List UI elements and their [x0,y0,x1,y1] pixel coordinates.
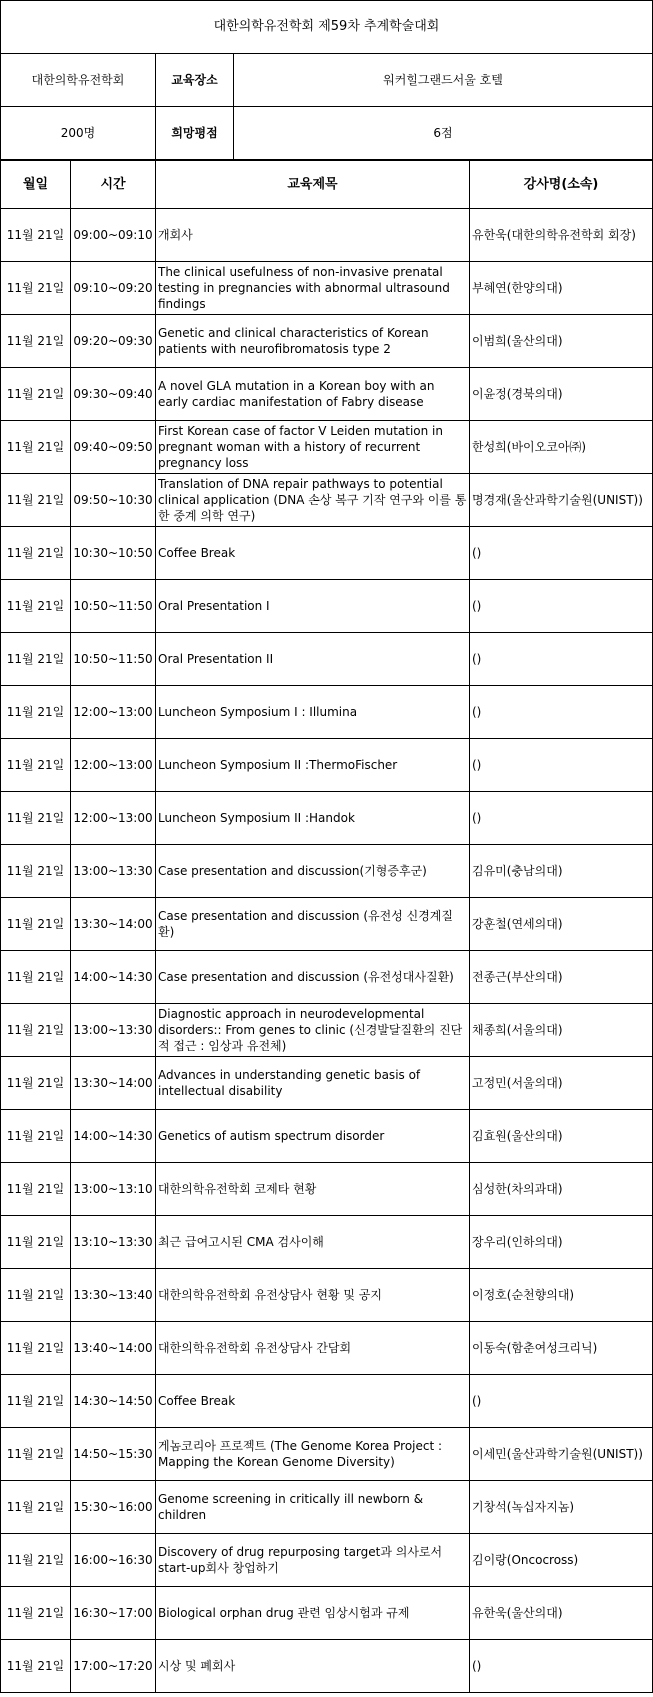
time-cell: 16:00~16:30 [71,1534,156,1587]
date-cell: 11월 21일 [1,1004,71,1057]
speaker-cell: 장우리(인하의대) [470,1216,653,1269]
subject-cell: Coffee Break [156,1375,470,1428]
subject-cell: 개회사 [156,209,470,262]
time-cell: 09:20~09:30 [71,315,156,368]
table-row [1,1375,653,1428]
date-cell: 11월 21일 [1,315,71,368]
speaker-cell: 이윤정(경북의대) [470,368,653,421]
speaker-cell: () [470,527,653,580]
time-cell: 13:00~13:30 [71,845,156,898]
table-row [1,315,653,368]
table-row [1,1587,653,1640]
table-row [1,1481,653,1534]
subject-cell: First Korean case of factor V Leiden mutation in pregnant woman with a history of recurrent pregnancy loss [156,421,470,474]
time-cell: 12:00~13:00 [71,739,156,792]
table-row [1,262,653,315]
subject-cell: Case presentation and discussion(기형증후군) [156,845,470,898]
table-row [1,845,653,898]
time-cell: 13:00~13:30 [71,1004,156,1057]
subject-cell: 최근 급여고시된 CMA 검사이해 [156,1216,470,1269]
date-cell: 11월 21일 [1,1163,71,1216]
date-cell: 11월 21일 [1,209,71,262]
date-cell: 11월 21일 [1,845,71,898]
date-cell: 11월 21일 [1,739,71,792]
date-cell: 11월 21일 [1,1322,71,1375]
subject-cell: Case presentation and discussion (유전성 신경계질환) [156,898,470,951]
column-header-date: 월일 [1,161,71,209]
speaker-cell: 김효원(울산의대) [470,1110,653,1163]
rating-label: 희망평점 [156,107,234,160]
time-cell: 09:00~09:10 [71,209,156,262]
subject-cell: Oral Presentation I [156,580,470,633]
table-row [1,1322,653,1375]
subject-cell: Translation of DNA repair pathways to potential clinical application (DNA 손상 복구 기작 연구와 이를 통한 중계 의학 연구) [156,474,470,527]
subject-cell: Case presentation and discussion (유전성대사질환) [156,951,470,1004]
time-cell: 14:30~14:50 [71,1375,156,1428]
table-row [1,898,653,951]
table-row [1,1534,653,1587]
time-cell: 10:30~10:50 [71,527,156,580]
speaker-cell: 채종희(서울의대) [470,1004,653,1057]
date-cell: 11월 21일 [1,633,71,686]
capacity-row [1,107,653,160]
date-cell: 11월 21일 [1,1110,71,1163]
speaker-cell: 고정민(서울의대) [470,1057,653,1110]
subject-cell: Diagnostic approach in neurodevelopmental disorders:: From genes to clinic (신경발달질환의 진단적 접근 : 임상과 유전체) [156,1004,470,1057]
speaker-cell: 김유미(충남의대) [470,845,653,898]
table-row [1,792,653,845]
schedule-table [0,160,653,1693]
table-row [1,739,653,792]
date-cell: 11월 21일 [1,368,71,421]
column-header-row [1,161,653,209]
subject-cell: Oral Presentation II [156,633,470,686]
time-cell: 14:50~15:30 [71,1428,156,1481]
event-title: 대한의학유전학회 제59차 추계학술대회 [1,1,653,54]
subject-cell: Advances in understanding genetic basis of intellectual disability [156,1057,470,1110]
time-cell: 09:40~09:50 [71,421,156,474]
subject-cell: Luncheon Symposium I : Illumina [156,686,470,739]
column-header-subject: 교육제목 [156,161,470,209]
capacity: 200명 [1,107,156,160]
subject-cell: The clinical usefulness of non-invasive prenatal testing in pregnancies with abnormal ultrasound findings [156,262,470,315]
speaker-cell: () [470,1640,653,1693]
time-cell: 09:10~09:20 [71,262,156,315]
table-row [1,1110,653,1163]
speaker-cell: () [470,792,653,845]
table-row [1,421,653,474]
time-cell: 13:30~14:00 [71,1057,156,1110]
speaker-cell: 이범희(울산의대) [470,315,653,368]
organizer: 대한의학유전학회 [1,54,156,107]
subject-cell: Genome screening in critically ill newborn & children [156,1481,470,1534]
subject-cell: 시상 및 폐회사 [156,1640,470,1693]
subject-cell: 대한의학유전학회 코제타 현황 [156,1163,470,1216]
date-cell: 11월 21일 [1,1534,71,1587]
time-cell: 09:50~10:30 [71,474,156,527]
time-cell: 14:00~14:30 [71,951,156,1004]
time-cell: 13:40~14:00 [71,1322,156,1375]
time-cell: 13:30~14:00 [71,898,156,951]
date-cell: 11월 21일 [1,1428,71,1481]
venue: 워커힐그랜드서울 호텔 [234,54,653,107]
date-cell: 11월 21일 [1,1216,71,1269]
speaker-cell: () [470,633,653,686]
schedule-body [1,209,653,1693]
speaker-cell: 강훈철(연세의대) [470,898,653,951]
column-header-speaker: 강사명(소속) [470,161,653,209]
speaker-cell: 김이랑(Oncocross) [470,1534,653,1587]
event-title-row [1,1,653,54]
time-cell: 10:50~11:50 [71,580,156,633]
time-cell: 13:00~13:10 [71,1163,156,1216]
table-row [1,527,653,580]
time-cell: 17:00~17:20 [71,1640,156,1693]
time-cell: 09:30~09:40 [71,368,156,421]
date-cell: 11월 21일 [1,1269,71,1322]
table-row [1,368,653,421]
subject-cell: 게놈코리아 프로젝트 (The Genome Korea Project : Mapping the Korean Genome Diversity) [156,1428,470,1481]
date-cell: 11월 21일 [1,580,71,633]
speaker-cell: 한성희(바이오코아㈜) [470,421,653,474]
speaker-cell: () [470,1375,653,1428]
table-row [1,1004,653,1057]
date-cell: 11월 21일 [1,1587,71,1640]
date-cell: 11월 21일 [1,1057,71,1110]
table-row [1,686,653,739]
speaker-cell: 이동숙(함춘여성크리닉) [470,1322,653,1375]
date-cell: 11월 21일 [1,898,71,951]
date-cell: 11월 21일 [1,686,71,739]
venue-row [1,54,653,107]
rating: 6점 [234,107,653,160]
date-cell: 11월 21일 [1,262,71,315]
table-row [1,580,653,633]
time-cell: 15:30~16:00 [71,1481,156,1534]
date-cell: 11월 21일 [1,474,71,527]
subject-cell: Luncheon Symposium II :Handok [156,792,470,845]
date-cell: 11월 21일 [1,792,71,845]
time-cell: 12:00~13:00 [71,686,156,739]
time-cell: 13:30~13:40 [71,1269,156,1322]
table-row [1,1269,653,1322]
subject-cell: Luncheon Symposium II :ThermoFischer [156,739,470,792]
table-row [1,1216,653,1269]
venue-label: 교육장소 [156,54,234,107]
table-row [1,1428,653,1481]
time-cell: 14:00~14:30 [71,1110,156,1163]
date-cell: 11월 21일 [1,951,71,1004]
subject-cell: Genetic and clinical characteristics of Korean patients with neurofibromatosis type 2 [156,315,470,368]
speaker-cell: 기창석(녹십자지놈) [470,1481,653,1534]
time-cell: 13:10~13:30 [71,1216,156,1269]
subject-cell: Biological orphan drug 관련 임상시험과 규제 [156,1587,470,1640]
table-row [1,1163,653,1216]
subject-cell: Discovery of drug repurposing target과 의사로서 start-up회사 창업하기 [156,1534,470,1587]
date-cell: 11월 21일 [1,1640,71,1693]
speaker-cell: 심성한(차의과대) [470,1163,653,1216]
speaker-cell: () [470,686,653,739]
subject-cell: 대한의학유전학회 유전상담사 간담회 [156,1322,470,1375]
speaker-cell: 유한욱(대한의학유전학회 회장) [470,209,653,262]
speaker-cell: 전종근(부산의대) [470,951,653,1004]
speaker-cell: () [470,580,653,633]
date-cell: 11월 21일 [1,1375,71,1428]
time-cell: 12:00~13:00 [71,792,156,845]
subject-cell: Genetics of autism spectrum disorder [156,1110,470,1163]
event-info-table [0,0,653,160]
date-cell: 11월 21일 [1,421,71,474]
speaker-cell: 이정호(순천향의대) [470,1269,653,1322]
table-row [1,1057,653,1110]
date-cell: 11월 21일 [1,527,71,580]
speaker-cell: 부혜연(한양의대) [470,262,653,315]
column-header-time: 시간 [71,161,156,209]
table-row [1,1640,653,1693]
speaker-cell: () [470,739,653,792]
table-row [1,633,653,686]
speaker-cell: 유한욱(울산의대) [470,1587,653,1640]
time-cell: 10:50~11:50 [71,633,156,686]
speaker-cell: 이세민(울산과학기술원(UNIST)) [470,1428,653,1481]
table-row [1,209,653,262]
speaker-cell: 명경재(울산과학기술원(UNIST)) [470,474,653,527]
date-cell: 11월 21일 [1,1481,71,1534]
time-cell: 16:30~17:00 [71,1587,156,1640]
table-row [1,951,653,1004]
subject-cell: Coffee Break [156,527,470,580]
subject-cell: A novel GLA mutation in a Korean boy with an early cardiac manifestation of Fabry disease [156,368,470,421]
table-row [1,474,653,527]
subject-cell: 대한의학유전학회 유전상담사 현황 및 공지 [156,1269,470,1322]
